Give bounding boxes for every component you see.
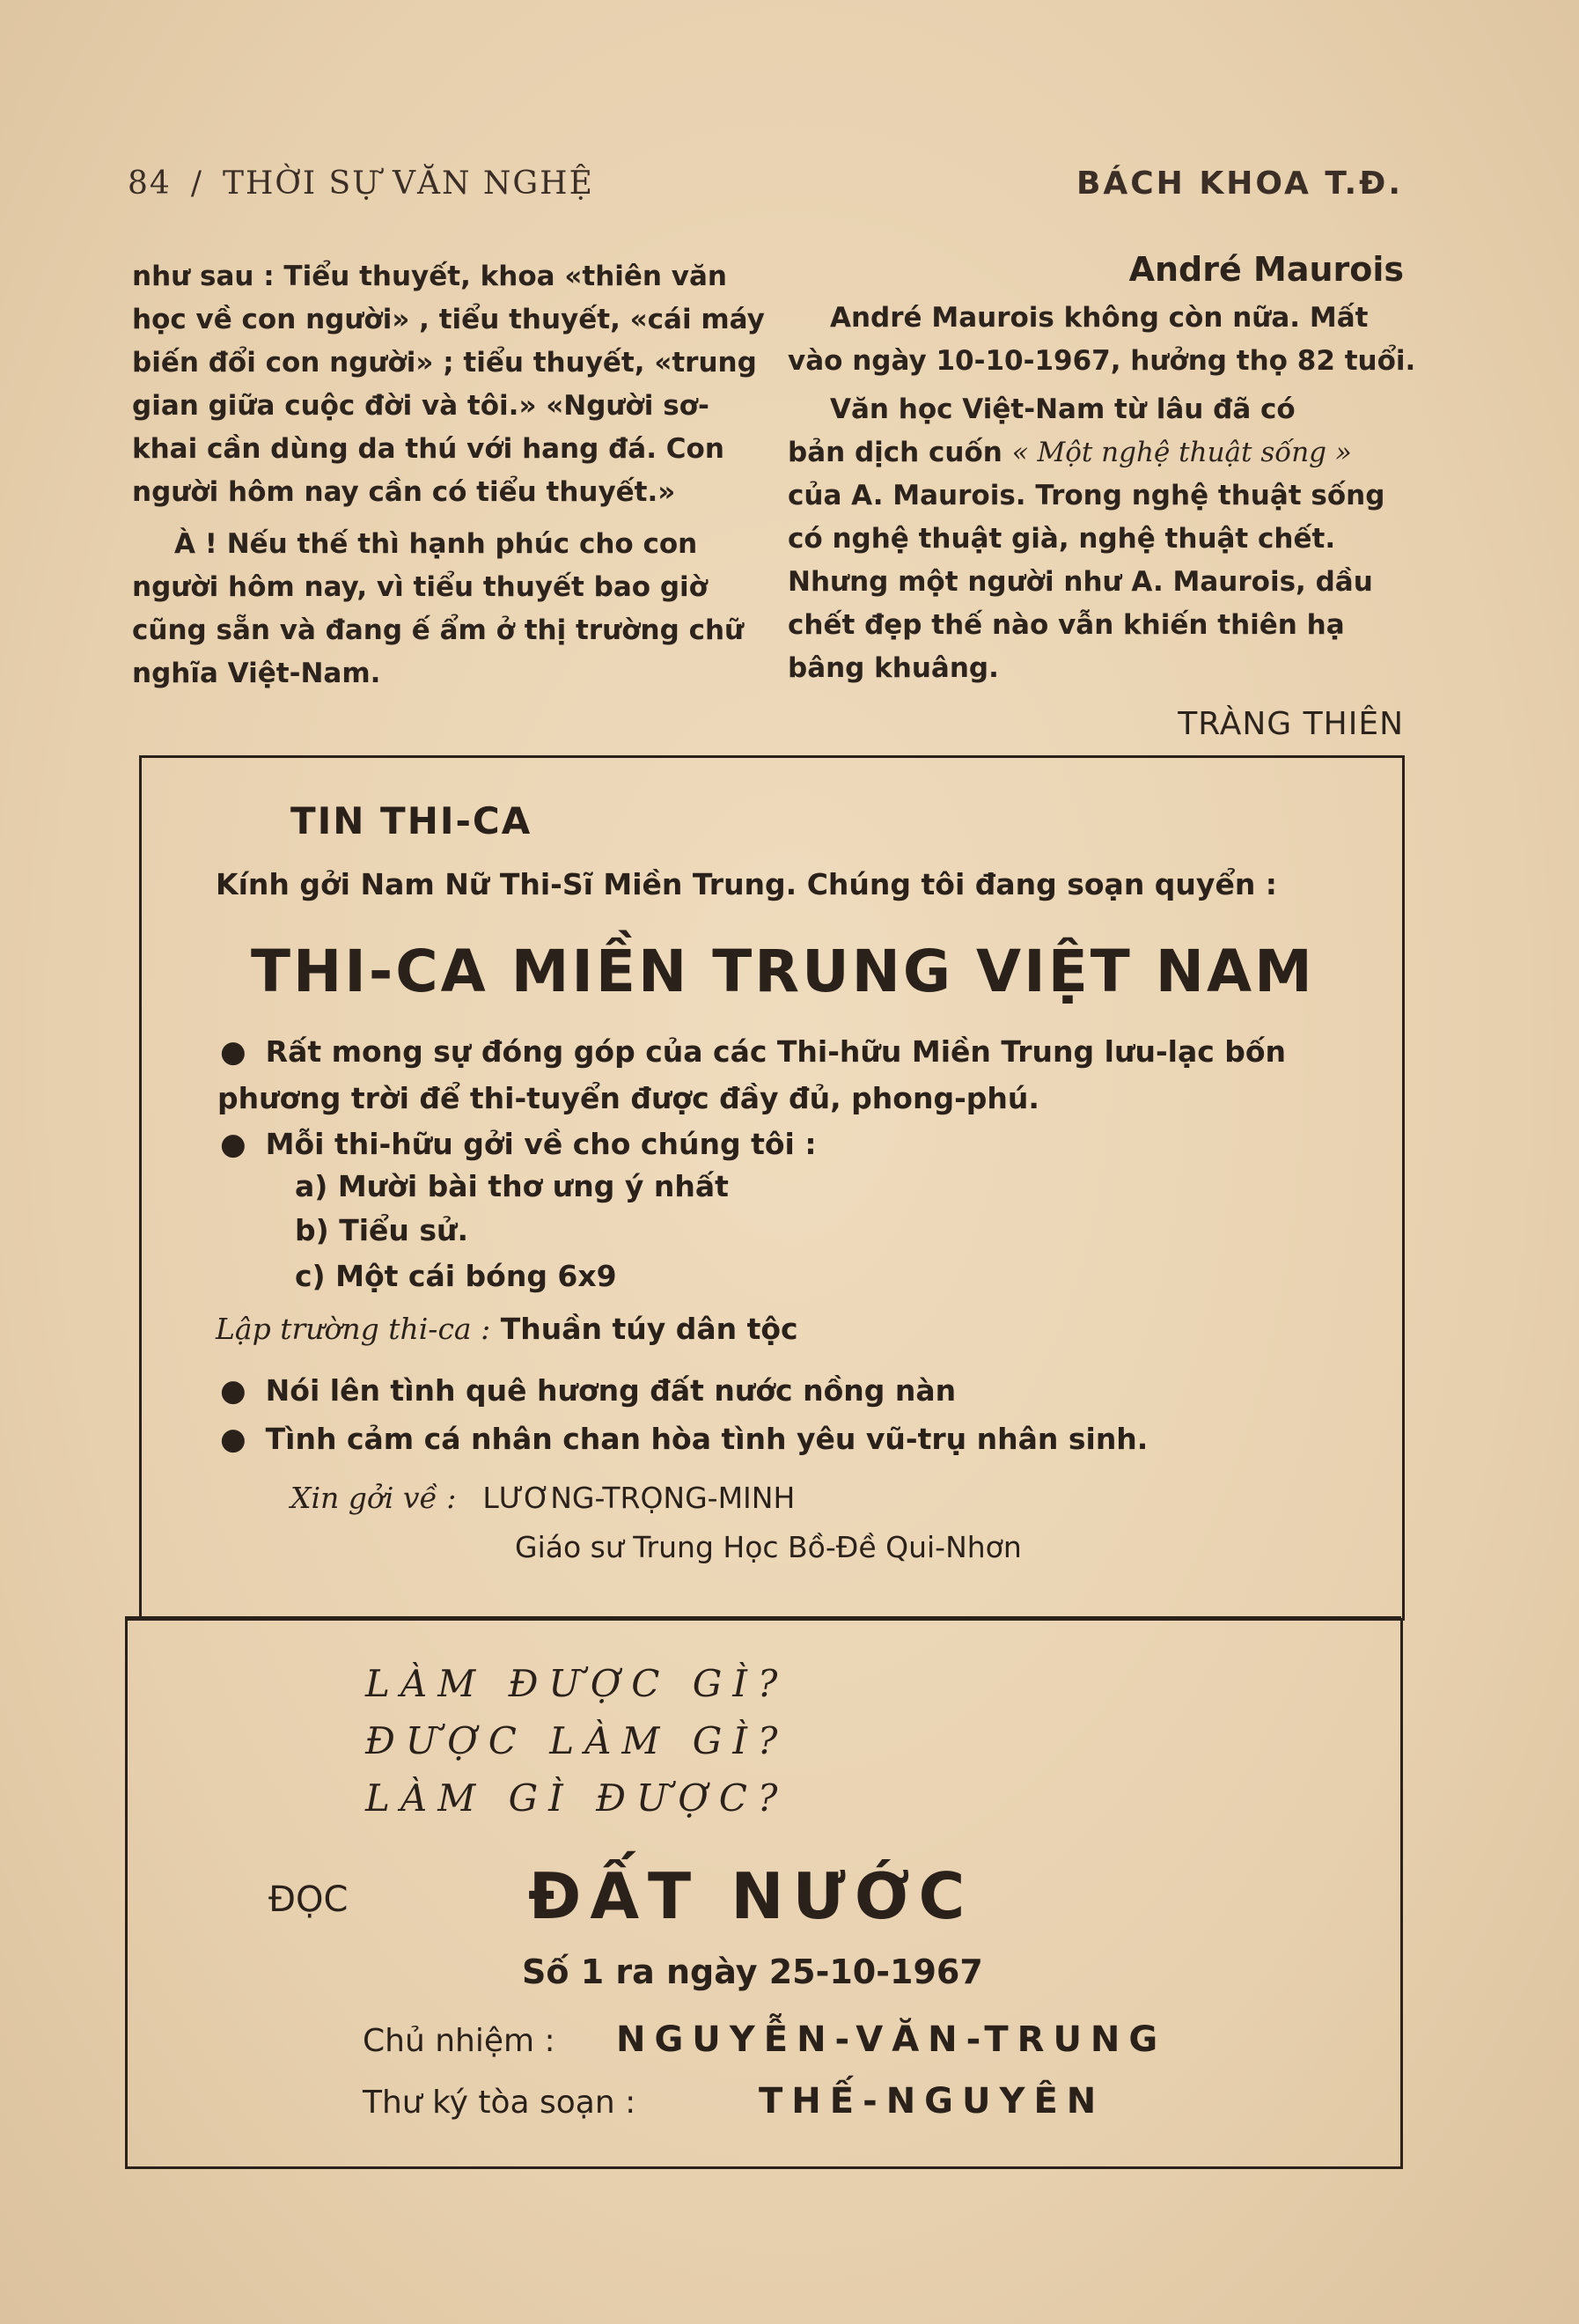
send-name: LƯƠNG-TRỌNG-MINH (482, 1481, 796, 1515)
text-line: như sau : Tiểu thuyết, khoa «thiên văn (132, 261, 727, 292)
text-line: Nhưng một người như A. Maurois, dầu (788, 566, 1373, 598)
text-line: của A. Maurois. Trong nghệ thuật sống (788, 480, 1385, 511)
text-line: André Maurois không còn nữa. Mất (830, 302, 1369, 334)
left-column (132, 255, 765, 695)
text-fragment: bản dịch cuốn (788, 437, 1002, 468)
bullet-item: ● Nói lên tình quê hương đất nước nồng nàn (220, 1373, 956, 1408)
ad-heading: TIN THI-CA (290, 799, 532, 842)
question-line: LÀM GÌ ĐƯỢC? (365, 1776, 789, 1820)
read-label: ĐỌC (268, 1879, 349, 1920)
send-to-line (290, 1481, 795, 1515)
list-item: b) Tiểu sử. (295, 1213, 469, 1247)
text-line: khai cần dùng da thú với hang đá. Con (132, 433, 724, 465)
book-title: « Một nghệ thuật sống » (1011, 437, 1352, 468)
ad-intro: Kính gởi Nam Nữ Thi-Sĩ Miền Trung. Chúng tôi đang soạn quyển : (216, 867, 1277, 901)
text-line: vào ngày 10-10-1967, hưởng thọ 82 tuổi. (788, 345, 1416, 377)
list-item: c) Một cái bóng 6x9 (295, 1259, 617, 1293)
secretary-name: THẾ-NGUYÊN (759, 2081, 1105, 2122)
text-line (788, 431, 1404, 474)
text-line: học về con người» , tiểu thuyết, «cái máy (132, 304, 765, 335)
running-header-left: 84 / THỜI SỰ VĂN NGHỆ (128, 165, 594, 202)
section-title: THỜI SỰ VĂN NGHỆ (222, 165, 594, 202)
bullet-item: ● Tình cảm cá nhân chan hòa tình yêu vũ-trụ nhân sinh. (220, 1422, 1148, 1457)
text-line: À ! Nếu thế thì hạnh phúc cho con (174, 528, 698, 560)
text-line: có nghệ thuật già, nghệ thuật chết. (788, 523, 1336, 555)
send-label: Xin gởi về : (290, 1481, 457, 1515)
director-name: NGUYỄN-VĂN-TRUNG (616, 2019, 1167, 2060)
magazine-name-header: BÁCH KHOA T.Đ. (1076, 165, 1403, 202)
question-line: LÀM ĐƯỢC GÌ? (365, 1662, 789, 1705)
text-line: người hôm nay, vì tiểu thuyết bao giờ (132, 571, 708, 603)
article-title: André Maurois (1128, 250, 1404, 289)
bullet-item: ● Mỗi thi-hữu gởi về cho chúng tôi : (220, 1127, 817, 1162)
magazine-title: ĐẤT NƯỚC (528, 1859, 974, 1933)
stance-line (216, 1312, 798, 1346)
question-line: ĐƯỢC LÀM GÌ? (365, 1719, 789, 1762)
right-paragraph-1 (788, 297, 1416, 383)
page-number: 84 (128, 165, 172, 202)
book-title-large: THI-CA MIỀN TRUNG VIỆT NAM (251, 938, 1315, 1005)
stance-value: Thuần túy dân tộc (500, 1312, 798, 1346)
right-column (788, 248, 1416, 746)
text-line: người hôm nay cần có tiểu thuyết.» (132, 476, 676, 508)
stance-label: Lập trường thi-ca : (216, 1312, 491, 1346)
text-line: bâng khuâng. (788, 652, 999, 684)
issue-info: Số 1 ra ngày 25-10-1967 (522, 1953, 983, 1991)
author-signature: TRÀNG THIÊN (1178, 706, 1404, 742)
text-line: nghĩa Việt-Nam. (132, 658, 381, 689)
left-paragraph-2 (132, 523, 744, 695)
bullet-continuation: phương trời để thi-tuyển được đầy đủ, phong-phú. (217, 1081, 1039, 1115)
secretary-label: Thư ký tòa soạn : (363, 2085, 636, 2121)
bullet-item: ● Rất mong sự đóng góp của các Thi-hữu Miền Trung lưu-lạc bốn (220, 1034, 1286, 1070)
left-paragraph-1 (132, 255, 765, 514)
text-line: Văn học Việt-Nam từ lâu đã có (830, 393, 1296, 425)
text-line: cũng sẵn và đang ế ẩm ở thị trường chữ (132, 614, 745, 646)
send-title: Giáo sư Trung Học Bồ-Đề Qui-Nhơn (515, 1530, 1022, 1564)
list-item: a) Mười bài thơ ưng ý nhất (295, 1169, 729, 1203)
text-line: gian giữa cuộc đời và tôi.» «Người sơ- (132, 390, 709, 422)
text-line: chết đẹp thế nào vẫn khiến thiên hạ (788, 609, 1345, 641)
right-paragraph-2 (788, 388, 1404, 690)
director-label: Chủ nhiệm : (363, 2023, 555, 2059)
text-line: biến đổi con người» ; tiểu thuyết, «trung (132, 347, 757, 379)
